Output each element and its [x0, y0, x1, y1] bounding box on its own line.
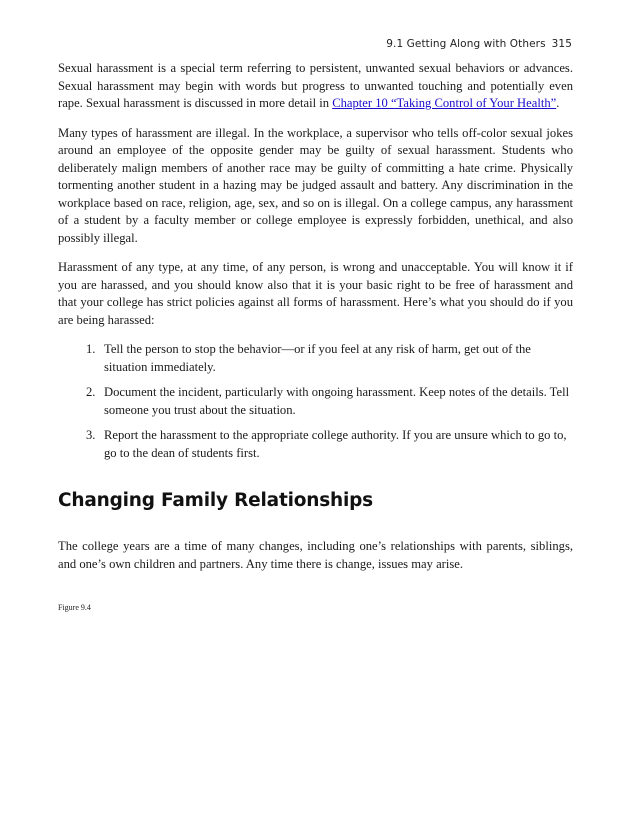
- paragraph-what-to-do: Harassment of any type, at any time, of any person, is wrong and unacceptable. You will know it if you are harassed, and you should know also that it is your basic right to be free of harassment and that your college has strict policies against all forms of harassment. Here’s what you should do if you are being harassed:: [58, 260, 573, 327]
- list-item-text: Tell the person to stop the behavior—or if you feel at any risk of harm, get out of the situation immediately.: [104, 342, 531, 374]
- header-section-title: 9.1 Getting Along with Others: [386, 38, 546, 50]
- section-heading: Changing Family Relationships: [58, 490, 373, 511]
- list-item-number: 2.: [86, 385, 96, 399]
- paragraph-sexual-harassment: [58, 60, 573, 113]
- paragraph-illegal-harassment: Many types of harassment are illegal. In the workplace, a supervisor who tells off-color sexual jokes around an employee of the opposite gender may be guilty of sexual harassment. Students who deliberately malign members of another race may be guilty of committing a hate crime. Physically tormenting another student in a hazing may be judged assault and battery. Any discrimination in the workplace based on race, religion, age, sex, and so on is illegal. On a college campus, any harassment of a student by a faculty member or college employee is expressly forbidden, unethical, and also possibly illegal.: [58, 125, 573, 245]
- chapter-10-link[interactable]: Chapter 10 “Taking Control of Your Health”: [332, 96, 557, 110]
- harassment-steps-list: [58, 341, 573, 462]
- paragraph-text: Sexual harassment is a special term referring to persistent, unwanted sexual behaviors or advances. Sexual harassment may begin with words but progress to unwanted touching and potentially even rape. Sexual harassment is discussed in more detail in: [58, 61, 573, 110]
- list-item-text: Report the harassment to the appropriate college authority. If you are unsure which to go to, go to the dean of students first.: [104, 428, 567, 460]
- list-item: [86, 384, 573, 419]
- paragraph-family-changes: The college years are a time of many changes, including one’s relationships with parents, siblings, and one’s own children and partners. Any time there is change, issues may arise.: [58, 539, 573, 571]
- paragraph-text-end: .: [556, 96, 560, 110]
- list-item: [86, 427, 573, 462]
- list-item-number: 3.: [86, 428, 96, 442]
- list-item-number: 1.: [86, 342, 96, 356]
- list-item: [86, 341, 573, 376]
- page-number: 315: [551, 38, 572, 50]
- list-item-text: Document the incident, particularly with ongoing harassment. Keep notes of the details. Tell someone you trust about the situation.: [104, 385, 570, 417]
- running-header: [386, 38, 572, 50]
- page-content: [58, 60, 573, 612]
- figure-caption: Figure 9.4: [58, 603, 91, 612]
